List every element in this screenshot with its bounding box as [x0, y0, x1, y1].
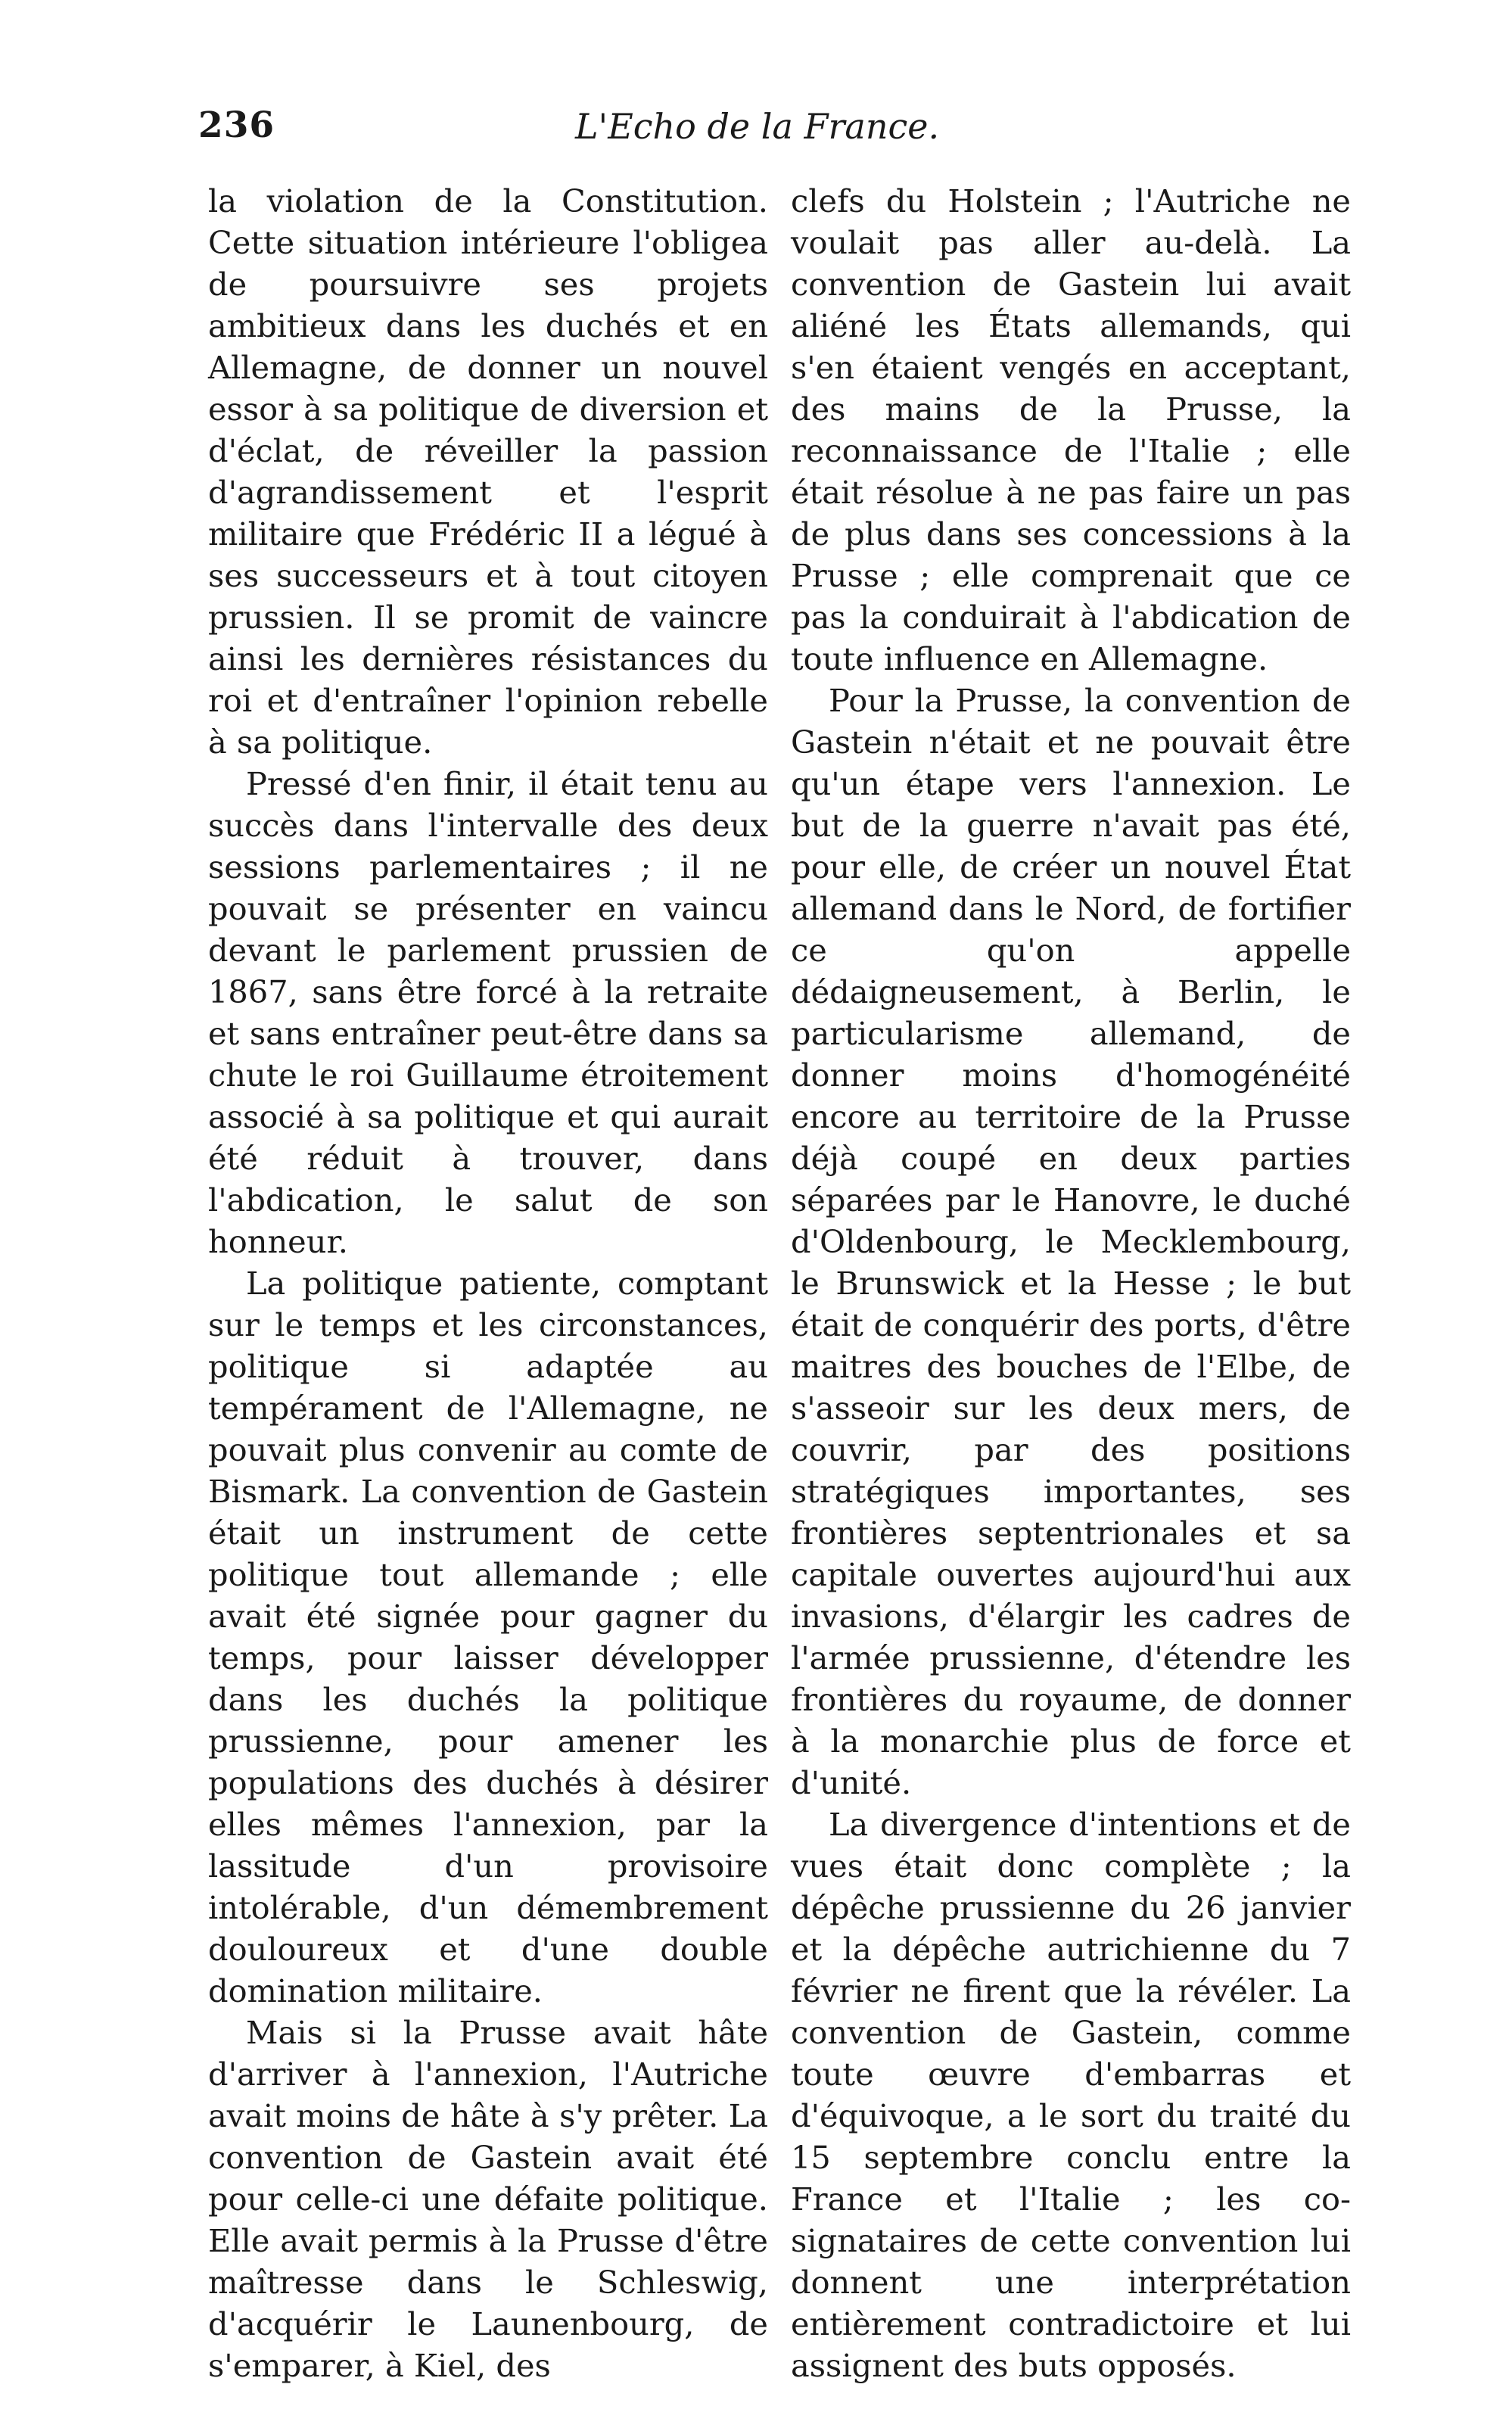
- paragraph: Pressé d'en finir, il était tenu au succès dans l'intervalle des deux sessions parlementaires ; il ne pouvait se présenter en vaincu devant le parlement prussien de 1867, sans être forcé à la retraite et sans entraîner peut-être dans sa chute le roi Guillaume étroitement associé à sa politique et qui aurait été réduit à trouver, dans l'abdication, le salut de son honneur.: [208, 765, 768, 1260]
- paragraph: la violation de la Constitution. Cette situation intérieure l'obligea de poursuivre ses projets ambitieux dans les duchés et en Allemagne, de donner un nouvel essor à sa politique de diversion et d'éclat, de réveiller la passion d'agrandissement et l'esprit militaire que Frédéric II a légué à ses successeurs et à tout citoyen prussien. Il se promit de vaincre ainsi les dernières résistances du roi et d'entraîner l'opinion rebelle à sa politique.: [208, 182, 768, 761]
- left-column: [208, 180, 768, 2386]
- right-column: [791, 180, 1351, 2386]
- paragraph: La divergence d'intentions et de vues était donc complète ; la dépêche prussienne du 26 janvier et la dépêche autrichienne du 7 février ne firent que la révéler. La convention de Gastein, comme toute œuvre d'embarras et d'équivoque, a le sort du traité du 15 septembre conclu entre la France et l'Italie ; les co-signataires de cette convention lui donnent une interprétation entièrement contradictoire et lui assignent des buts opposés.: [791, 1806, 1351, 2384]
- paragraph: La politique patiente, comptant sur le temps et les circonstances, politique si adaptée au tempérament de l'Allemagne, ne pouvait plus convenir au comte de Bismark. La convention de Gastein était un instrument de cette politique tout allemande ; elle avait été signée pour gagner du temps, pour laisser développer dans les duchés la politique prussienne, pour amener les populations des duchés à désirer elles mêmes l'annexion, par la lassitude d'un provisoire intolérable, d'un démembrement douloureux et d'une double domination militaire.: [208, 1265, 768, 2009]
- paragraph: Pour la Prusse, la convention de Gastein n'était et ne pouvait être qu'un étape vers l'annexion. Le but de la guerre n'avait pas été, pour elle, de créer un nouvel État allemand dans le Nord, de fortifier ce qu'on appelle dédaigneusement, à Berlin, le particularisme allemand, de donner moins d'homogénéité encore au territoire de la Prusse déjà coupé en deux parties séparées par le Hanovre, le duché d'Oldenbourg, le Mecklembourg, le Brunswick et la Hesse ; le but était de conquérir des ports, d'être maitres des bouches de l'Elbe, de s'asseoir sur les deux mers, de couvrir, par des positions stratégiques importantes, ses frontières septentrionales et sa capitale ouvertes aujourd'hui aux invasions, d'élargir les cadres de l'armée prussienne, d'étendre les frontières du royaume, de donner à la monarchie plus de force et d'unité.: [791, 682, 1351, 1801]
- paragraph: clefs du Holstein ; l'Autriche ne voulait pas aller au-delà. La convention de Gastein lui avait aliéné les États allemands, qui s'en étaient vengés en acceptant, des mains de la Prusse, la reconnaissance de l'Italie ; elle était résolue à ne pas faire un pas de plus dans ses concessions à la Prusse ; elle comprenait que ce pas la conduirait à l'abdication de toute influence en Allemagne.: [791, 182, 1351, 677]
- paragraph: Mais si la Prusse avait hâte d'arriver à l'annexion, l'Autriche avait moins de hâte à s'y prêter. La convention de Gastein avait été pour celle-ci une défaite politique. Elle avait permis à la Prusse d'être maîtresse dans le Schleswig, d'acquérir le Launenbourg, de s'emparer, à Kiel, des: [208, 2014, 768, 2384]
- running-title: L'Echo de la France.: [575, 106, 940, 147]
- page-number: 236: [198, 104, 275, 146]
